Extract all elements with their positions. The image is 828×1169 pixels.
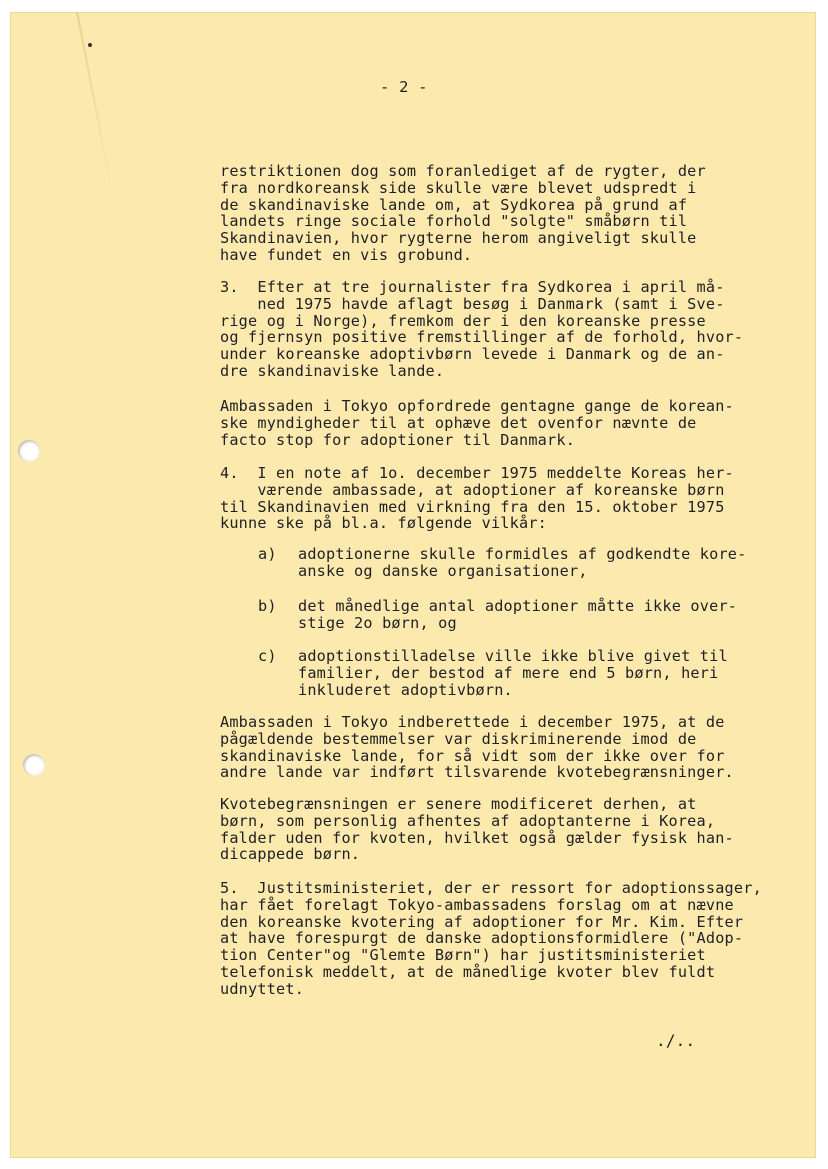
- condition-text: adoptionerne skulle formidles af godkendte kore- anske og danske organisationer,: [298, 545, 747, 580]
- continuation-mark: ./..: [656, 1031, 696, 1050]
- condition-marker: a): [258, 545, 277, 563]
- page-number: - 2 -: [380, 78, 428, 96]
- condition-marker: b): [258, 597, 277, 615]
- paragraph-quota: Kvotebegrænsningen er senere modificeret derhen, at børn, som personlig afhentes af adoptanterne i Korea, falder uden for kvoten, hvilket også gælder fysisk han- dicappede børn.: [220, 795, 734, 864]
- paragraph-section-4: 4. I en note af 1o. december 1975 meddelte Koreas her- værende ambassade, at adoptioner af koreanske børn til Skandinavien med virkning fra den 15. oktober 1975 kunne ske på bl.a. følgende vilkår:: [220, 464, 734, 533]
- ink-dot: [88, 43, 92, 47]
- paragraph-section-5: 5. Justitsministeriet, der er ressort for adoptionssager, har fået forelagt Tokyo-ambassadens forslag om at nævne den koreanske kvotering af adoptioner for Mr. Kim. Efter at have forespurgt de danske adoptionsformidlere ("Adop- tion Center"og "Glemte Børn") har justitsministeriet telefonisk meddelt, at de månedlige kvoter blev fuldt udnyttet.: [220, 879, 762, 998]
- punch-hole-lower: [23, 754, 45, 776]
- condition-marker: c): [258, 647, 277, 665]
- condition-text: adoptionstilladelse ville ikke blive givet til familier, der bestod af mere end 5 børn, heri inkluderet adoptivbørn.: [298, 647, 728, 699]
- paragraph-tokyo-request: Ambassaden i Tokyo opfordrede gentagne gange de korean- ske myndigheder til at ophæve det ovenfor nævnte de facto stop for adoptioner til Danmark.: [220, 397, 734, 449]
- paragraph-section-3: 3. Efter at tre journalister fra Sydkorea i april må- ned 1975 havde aflagt besøg i Danmark (samt i Sve- rige og i Norge), fremkom der i den koreanske presse og fjernsyn positive fremstillinger af de forhold, hvor- under koreanske adoptivbørn levede i Danmark og de an- dre skandinaviske lande.: [220, 278, 744, 380]
- paragraph-intro: restriktionen dog som foranlediget af de rygter, der fra nordkoreansk side skulle være blevet udspredt i de skandinaviske lande om, at Sydkorea på grund af landets ringe sociale forhold "solgte" småbørn til Skandinavien, hvor rygterne herom angiveligt skulle have fundet en vis grobund.: [220, 162, 706, 264]
- condition-text: det månedlige antal adoptioner måtte ikke over- stige 2o børn, og: [298, 597, 738, 632]
- punch-hole-upper: [18, 440, 40, 462]
- paragraph-tokyo-report: Ambassaden i Tokyo indberettede i december 1975, at de pågældende bestemmelser var diskriminerende imod de skandinaviske lande, for så vidt som der ikke over for andre lande var indført tilsvarende kvotebegrænsninger.: [220, 713, 734, 782]
